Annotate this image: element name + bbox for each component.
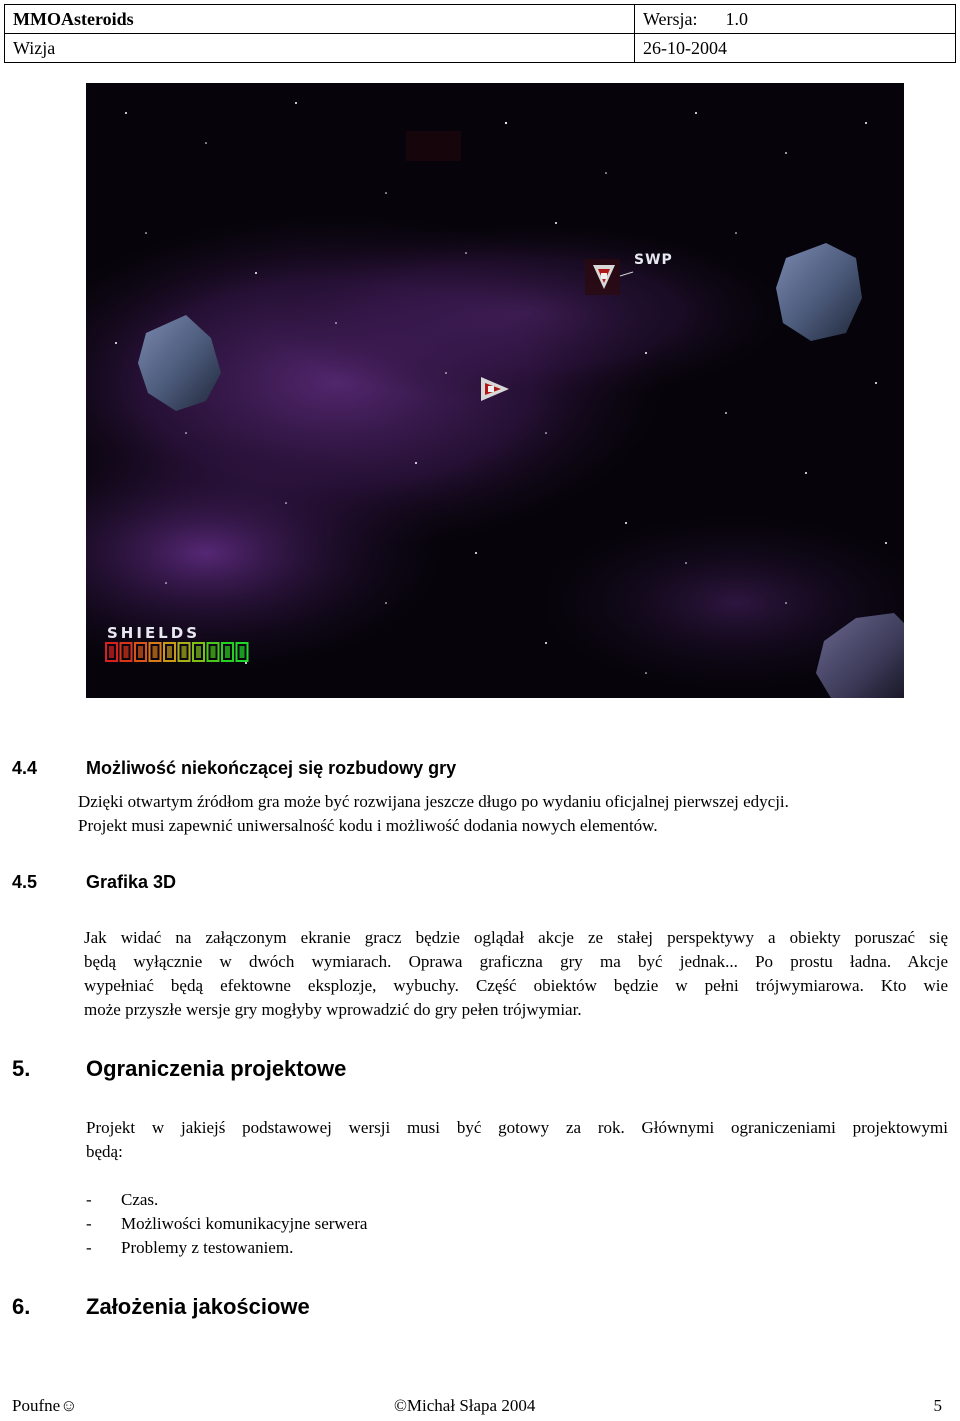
paragraph-line: Projekt w jakiejś podstawowej wersji musi być gotowy za rok. Głównymi ograniczeniami projektowymi xyxy=(86,1118,948,1137)
paragraph-line: wypełniać będą efektowne eksplozje, wybuchy. Część obiektów będzie w pełni trójwymiarowa. Kto wie xyxy=(84,976,948,995)
paragraph-line: będą: xyxy=(86,1142,123,1161)
section-title: Ograniczenia projektowe xyxy=(86,1056,347,1081)
document-header xyxy=(4,4,956,63)
version-label: Wersja: xyxy=(643,8,698,29)
version-value: 1.0 xyxy=(725,8,749,29)
list-item: - Możliwości komunikacyjne serwera xyxy=(86,1214,368,1233)
paragraph-line: będą wyłącznie w dwóch wymiarach. Oprawa graficzna gry ma być jednak... Po prostu ładna. Akcje xyxy=(84,952,948,971)
page-footer xyxy=(12,1396,942,1418)
section-title: Grafika 3D xyxy=(86,872,177,892)
confidentiality-label: Poufne☺ xyxy=(12,1396,78,1415)
section-number: 5. xyxy=(12,1056,31,1081)
shield-segment-fill xyxy=(124,646,129,658)
section-heading-4-4 xyxy=(12,758,456,779)
section-title: Założenia jakościowe xyxy=(86,1294,310,1319)
shield-segment-fill xyxy=(138,646,143,658)
shield-segment-fill xyxy=(225,646,230,658)
constraints-list xyxy=(86,1188,367,1260)
section-heading-4-5 xyxy=(12,872,176,893)
paragraph-4-4 xyxy=(78,790,948,838)
space-scene xyxy=(86,83,904,698)
shield-segment-fill xyxy=(167,646,172,658)
section-number: 4.4 xyxy=(12,758,38,778)
page-number: 5 xyxy=(933,1396,942,1415)
paragraph-5 xyxy=(86,1116,948,1164)
paragraph-line: może przyszłe wersje gry mogłyby wprowadzić do gry pełen trójwymiar. xyxy=(84,1000,582,1019)
shields-label: SHIELDS xyxy=(107,624,200,642)
section-number: 4.5 xyxy=(12,872,38,892)
list-item: - Czas. xyxy=(86,1190,159,1209)
shield-segment-fill xyxy=(153,646,158,658)
shield-segment-fill xyxy=(196,646,201,658)
weapon-label: SWP xyxy=(634,252,673,268)
shield-segment-fill xyxy=(109,646,114,658)
section-heading-5 xyxy=(12,1056,346,1082)
list-item: - Problemy z testowaniem. xyxy=(86,1238,294,1257)
shield-segment-fill xyxy=(182,646,187,658)
paragraph-line: Projekt musi zapewnić uniwersalność kodu i możliwość dodania nowych elementów. xyxy=(78,816,658,835)
shield-segment-fill xyxy=(211,646,216,658)
shield-segment-fill xyxy=(240,646,245,658)
document-type: Wizja xyxy=(13,37,56,58)
section-title: Możliwość niekończącej się rozbudowy gry xyxy=(86,758,457,778)
paragraph-line: Jak widać na załączonym ekranie gracz będzie oglądał akcje ze stałej perspektywy a obiekty poruszać się xyxy=(84,928,948,947)
section-heading-6 xyxy=(12,1294,310,1320)
project-title: MMOAsteroids xyxy=(13,8,134,29)
copyright-notice: ©Michał Słapa 2004 xyxy=(394,1396,536,1415)
section-number: 6. xyxy=(12,1294,31,1319)
document-date: 26-10-2004 xyxy=(643,37,727,58)
paragraph-4-5 xyxy=(84,926,948,1022)
game-screenshot xyxy=(86,83,904,698)
paragraph-line: Dzięki otwartym źródłom gra może być rozwijana jeszcze długo po wydaniu oficjalnej pierwszej edycji. xyxy=(78,792,789,811)
